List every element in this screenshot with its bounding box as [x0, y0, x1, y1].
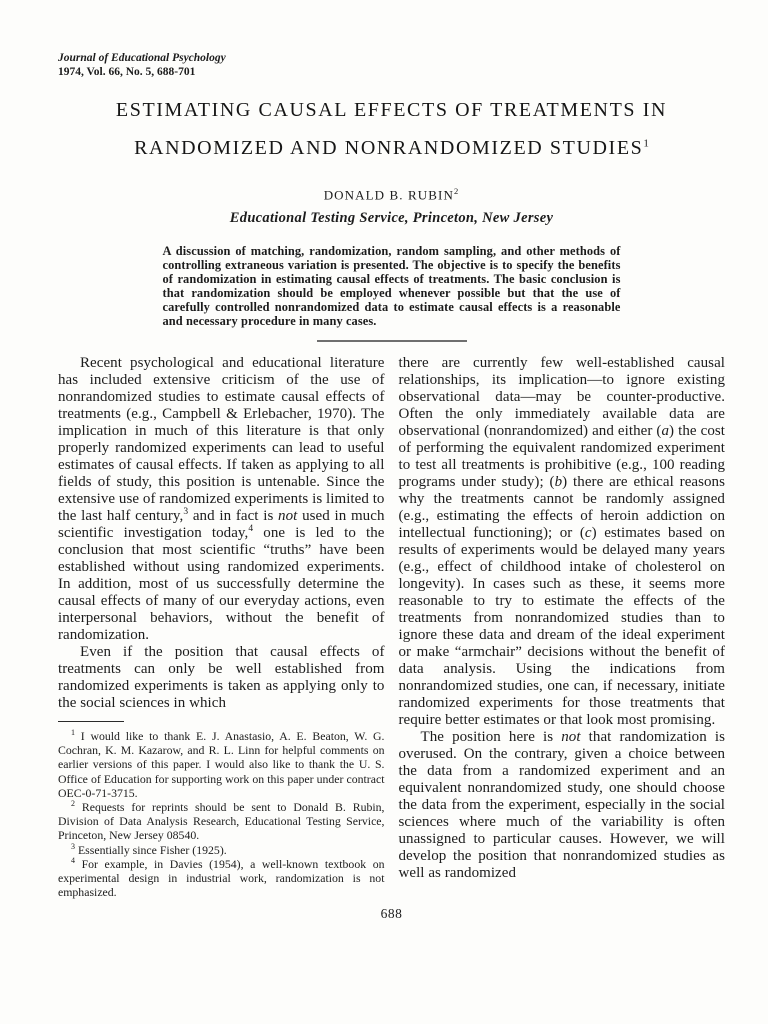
footnote: $^3$ Essentially since Fisher (1925).	[71, 841, 227, 857]
author-affiliation: Educational Testing Service, Princeton, New Jersey	[229, 209, 554, 226]
footnote-divider	[58, 721, 124, 722]
left-column-paragraphs	[58, 355, 385, 712]
body-paragraph: there are currently few well-established causal relationships, its implication—to ignore existing observational data—may be counter-productive. Often the only immediately available data are observational (nonrandomized) and either (a) the cost of performing the equivalent randomized experiment to test all treatments is prohibitive (e.g., 100 reading programs under study); (b) there are ethical reasons why the treatments cannot be randomly assigned (e.g., estimating the effects of heroin addiction on intellectual functioning); or (c) estimates based on results of experiments would be delayed many years (e.g., effect of childhood intake of cholesterol on longevity). In cases such as these, it seems more reasonable to try to estimate the effects of the treatments from nonrandomized studies than to ignore these data and dream of the ideal experiment or make “armchair” decisions without the benefit of data analysis. Using the indications from nonrandomized studies, one can, if necessary, initiate randomized experiments for those treatments that require better estimates or that look most promising.	[398, 354, 725, 728]
footnote: $^2$ Requests for reprints should be sent to Donald B. Rubin, Division of Data Analysis Research, Educational Testing Service, Princeton, New Jersey 08540.	[58, 799, 385, 843]
paper-title	[58, 94, 725, 165]
paper-title-line-2: RANDOMIZED AND NONRANDOMIZED STUDIES$^1$	[134, 136, 649, 159]
footnote: $^1$ I would like to thank E. J. Anastasio, A. E. Beaton, W. G. Cochran, K. M. Kazarow, and R. L. Linn for helpful comments on earlier versions of this paper. I would also like to thank the U. S. Office of Education for supporting work on this paper under contract OEC-0-71-3715.	[58, 728, 385, 800]
abstract: A discussion of matching, randomization, random sampling, and other methods of controlling extraneous variation is presented. The objective is to specify the benefits of randomization in estimating causal effects of treatments. The basic conclusion is that randomization should be employed whenever possible but that the use of carefully controlled nonrandomized data to estimate causal effects is a reasonable and necessary procedure in many cases.	[162, 243, 621, 328]
body-paragraph: Recent psychological and educational literature has included extensive criticism of the use of nonrandomized studies to estimate causal effects of treatments (e.g., Campbell & Erlebacher, 1970). The implication in much of this literature is that only properly randomized experiments can lead to useful estimates of causal effects. If taken as applying to all fields of study, this position is untenable. Since the extensive use of randomized experiments is limited to the last half century,$^3$ and in fact is not used in much scientific investigation today,$^4$ one is led to the conclusion that most scientific “truths” have been established without using randomized experiments. In addition, most of us successfully determine the causal effects of many of our everyday actions, even interpersonal behaviors, without the benefit of randomization.	[58, 354, 385, 643]
journal-header	[58, 52, 725, 79]
paper-title-line-1: ESTIMATING CAUSAL EFFECTS OF TREATMENTS IN	[115, 99, 668, 121]
page-number: 688	[380, 906, 403, 922]
journal-issue: 1974, Vol. 66, No. 5, 688-701	[58, 65, 196, 78]
body-paragraph: Even if the position that causal effects of treatments can only be well established from randomized experiments is taken as applying only to the social sciences in which	[58, 643, 385, 711]
abstract-divider	[317, 340, 467, 342]
footnotes-list	[58, 729, 385, 899]
author-name: DONALD B. RUBIN$^2$	[323, 185, 460, 202]
body-columns	[58, 355, 725, 899]
journal-name: Journal of Educational Psychology	[58, 52, 226, 64]
right-column-paragraphs	[399, 355, 726, 882]
footnote: $^4$ For example, in Davies (1954), a well-known textbook on experimental design in industrial work, randomization is not emphasized.	[58, 855, 385, 900]
left-column	[58, 355, 385, 899]
body-paragraph: The position here is not that randomization is overused. On the contrary, given a choice between the data from a randomized experiment and an equivalent nonrandomized study, one should choose the data from the experiment, especially in the social sciences where much of the variability is often unassigned to particular causes. However, we will develop the position that nonrandomized studies as well as randomized	[398, 728, 725, 881]
right-column	[399, 355, 726, 899]
